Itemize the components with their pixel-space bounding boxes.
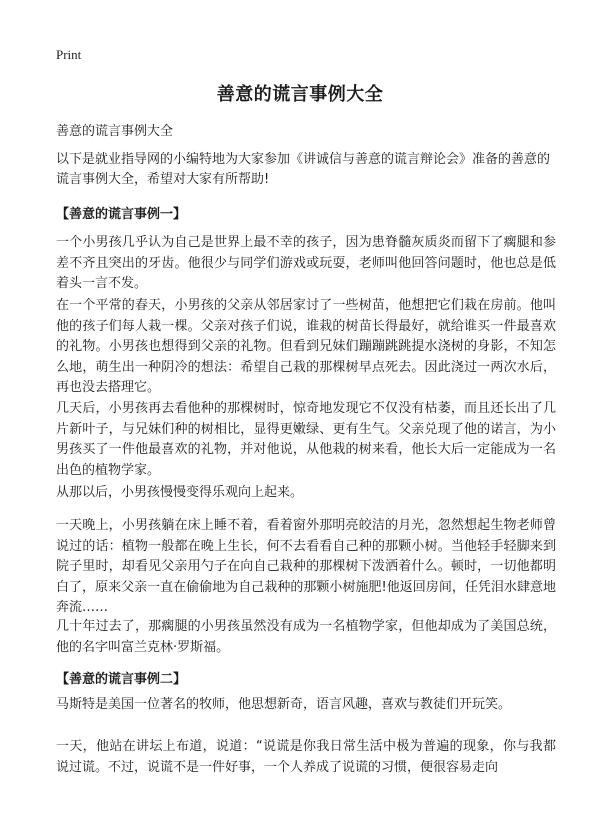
paragraph: 从那以后，小男孩慢慢变得乐观向上起来。 bbox=[56, 485, 304, 500]
section-heading-1: 【善意的谎言事例一】 bbox=[56, 207, 187, 222]
paragraph: 一个小男孩几乎认为自己是世界上最不幸的孩子，因为患脊髓灰质炎而留下了瘸腿和参差不齐且突出的牙齿。他很少与同学们游戏或玩耍，老师叫他回答问题时，他也总是低着头一言不发。 bbox=[56, 235, 556, 291]
paragraph: 一天，他站在讲坛上布道，说道：“说谎是你我日常生活中极为普遍的现象，你与我都说过谎。不过，说谎不是一件好事，一个人养成了说谎的习惯，便很容易走向 bbox=[56, 739, 556, 775]
paragraph: 几天后，小男孩再去看他种的那棵树时，惊奇地发现它不仅没有枯萎，而且还长出了几片新叶子，与兄妹们种的树相比，显得更嫩绿、更有生气。父亲兑现了他的诺言，为小男孩买了一件他最喜欢的礼物，并对他说，从他栽的树来看，他长大后一定能成为一名出色的植物学家。 bbox=[56, 401, 556, 478]
document-subtitle: 善意的谎言事例大全 bbox=[56, 124, 174, 139]
print-link[interactable]: Print bbox=[56, 47, 82, 62]
paragraph: 在一个平常的春天，小男孩的父亲从邻居家讨了一些树苗，他想把它们栽在房前。他叫他的孩子们每人栽一棵。父亲对孩子们说，谁栽的树苗长得最好，就给谁买一件最喜欢的礼物。小男孩也想得到父亲的礼物。但看到兄妹们蹦蹦跳跳提水浇树的身影，不知怎么地，萌生出一种阴冷的想法：希望自己栽的那棵树早点死去。因此浇过一两次水后，再也没去搭理它。 bbox=[56, 298, 556, 395]
intro-paragraph: 以下是就业指导网的小编特地为大家参加《讲诚信与善意的谎言辩论会》准备的善意的谎言事例大全，希望对大家有所帮助! bbox=[56, 152, 551, 187]
paragraph: 马斯特是美国一位著名的牧师，他思想新奇，语言风趣，喜欢与教徒们开玩笑。 bbox=[56, 697, 512, 712]
section-heading-2: 【善意的谎言事例二】 bbox=[56, 672, 187, 687]
page-title: 善意的谎言事例大全 bbox=[216, 84, 384, 105]
paragraph: 一天晚上，小男孩躺在床上睡不着，看着窗外那明亮皎洁的月光，忽然想起生物老师曾说过的话：植物一般都在晚上生长，何不去看看自己种的那颗小树。当他轻手轻脚来到院子里时，却看见父亲用勺子在向自己栽种的那棵树下泼洒着什么。顿时，一切他都明白了，原来父亲一直在偷偷地为自己栽种的那颗小树施肥!他返回房间，任凭泪水肆意地奔流…… bbox=[56, 518, 556, 615]
paragraph: 几十年过去了，那瘸腿的小男孩虽然没有成为一名植物学家，但他却成为了美国总统，他的名字叫富兰克林·罗斯福。 bbox=[56, 619, 556, 655]
